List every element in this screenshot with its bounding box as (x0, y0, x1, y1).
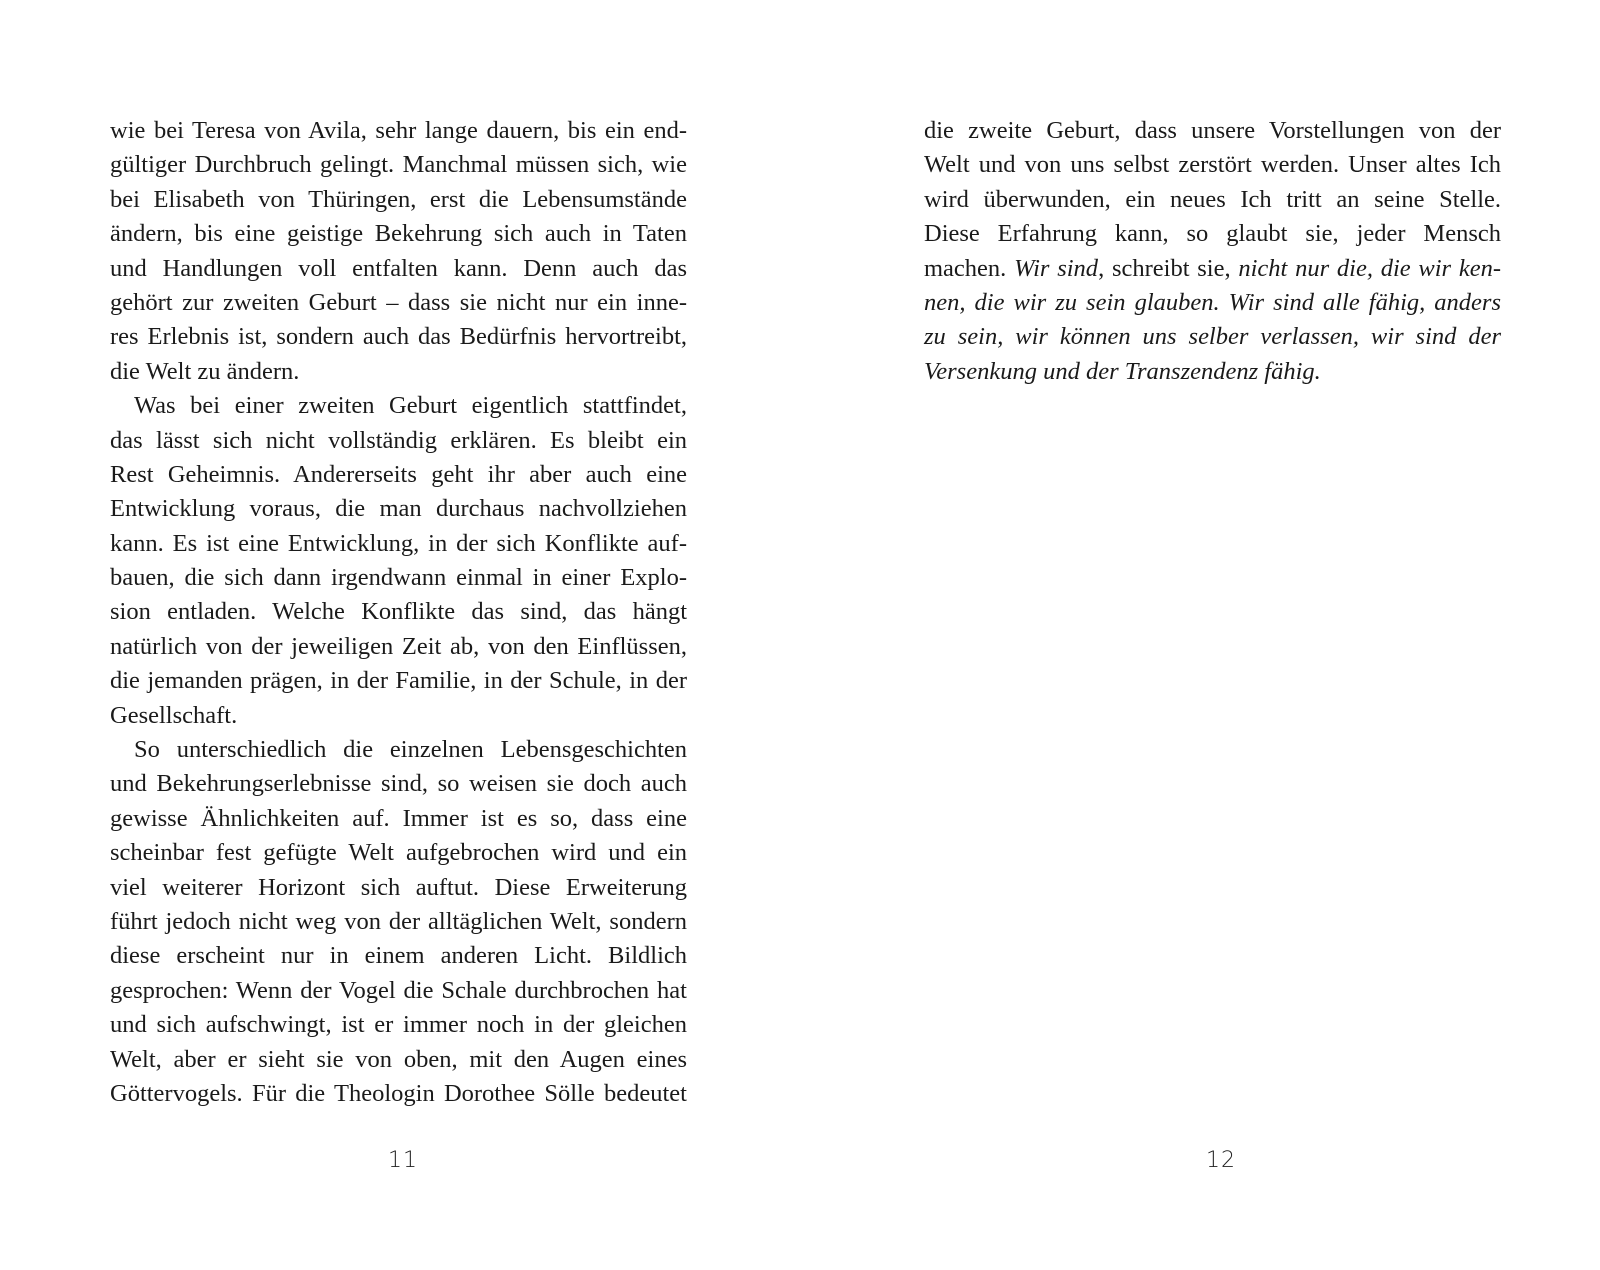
text-line: Rest Geheimnis. Andererseits geht ihr aber auch eine (110, 460, 687, 488)
text-line: und sich aufschwingt, ist er immer noch in der gleichen (110, 1011, 687, 1039)
text-line: und Bekehrungserlebnisse sind, so weisen sie doch auch (110, 770, 687, 798)
text-line: diese erscheint nur in einem anderen Licht. Bildlich (110, 942, 687, 970)
page-number: 11 (388, 1148, 418, 1173)
text-line: führt jedoch nicht weg von der alltäglichen Welt, sondern (110, 907, 687, 935)
text-line: kann. Es ist eine Entwicklung, in der sich Konflikte auf- (110, 529, 687, 557)
text-line: natürlich von der jeweiligen Zeit ab, von den Einflüssen, (110, 632, 687, 660)
text-span: machen. (924, 254, 1015, 282)
text-line: scheinbar fest gefügte Welt aufgebrochen wird und ein (110, 839, 687, 867)
text-line: ändern, bis eine geistige Bekehrung sich auch in Taten (110, 220, 687, 248)
text-line: wie bei Teresa von Avila, sehr lange dauern, bis ein end- (110, 117, 687, 144)
text-span: , schreibt sie, (1098, 254, 1239, 282)
text-line: sion entladen. Welche Konflikte das sind, das hängt (110, 598, 687, 626)
right-page (800, 0, 1600, 1270)
text-line-mixed (924, 252, 1501, 286)
text-line: gesprochen: Wenn der Vogel die Schale durchbrochen hat (110, 976, 687, 1004)
text-line: viel weiterer Horizont sich auftut. Diese Erweiterung (110, 873, 687, 901)
text-line: die Welt zu ändern. (110, 357, 300, 385)
text-line: das lässt sich nicht vollständig erklären. Es bleibt ein (110, 426, 687, 454)
italic-quote-line: zu sein, wir können uns selber verlassen, wir sind der (924, 323, 1501, 351)
text-line: Gesellschaft. (110, 701, 238, 729)
text-line: Diese Erfahrung kann, so glaubt sie, jeder Mensch (924, 220, 1501, 248)
text-line: Göttervogels. Für die Theologin Dorothee Sölle bedeutet (110, 1079, 687, 1107)
text-line: res Erlebnis ist, sondern auch das Bedürfnis hervortreibt, (110, 323, 687, 351)
text-line: Entwicklung voraus, die man durchaus nachvollziehen (110, 495, 687, 523)
text-line: bei Elisabeth von Thüringen, erst die Lebensumstände (110, 185, 687, 213)
italic-quote-line: nen, die wir zu sein glauben. Wir sind alle fähig, anders (924, 288, 1501, 316)
text-line: Welt und von uns selbst zerstört werden. Unser altes Ich (924, 151, 1501, 179)
italic-quote-span: Wir sind (1014, 254, 1099, 282)
left-page-text (110, 114, 687, 1111)
text-line: die jemanden prägen, in der Familie, in der Schule, in der (110, 667, 687, 695)
text-line: So unterschiedlich die einzelnen Lebensgeschichten (134, 736, 687, 764)
italic-quote-line: Versenkung und der Transzendenz fähig. (924, 357, 1321, 385)
text-line: gültiger Durchbruch gelingt. Manchmal müssen sich, wie (110, 151, 687, 179)
text-line: die zweite Geburt, dass unsere Vorstellungen von der (924, 117, 1501, 144)
page-number: 12 (1206, 1148, 1236, 1173)
italic-quote-span: nicht nur die, die wir ken- (1238, 254, 1501, 282)
text-line: bauen, die sich dann irgendwann einmal in einer Explo- (110, 564, 687, 592)
text-line: wird überwunden, ein neues Ich tritt an seine Stelle. (924, 185, 1501, 213)
text-line: Was bei einer zweiten Geburt eigentlich stattfindet, (134, 392, 687, 420)
text-line: Welt, aber er sieht sie von oben, mit den Augen eines (110, 1045, 687, 1073)
text-line: und Handlungen voll entfalten kann. Denn auch das (110, 254, 687, 282)
right-page-text (924, 114, 1501, 389)
text-line: gehört zur zweiten Geburt – dass sie nicht nur ein inne- (110, 288, 687, 316)
text-line: gewisse Ähnlichkeiten auf. Immer ist es so, dass eine (110, 804, 687, 832)
